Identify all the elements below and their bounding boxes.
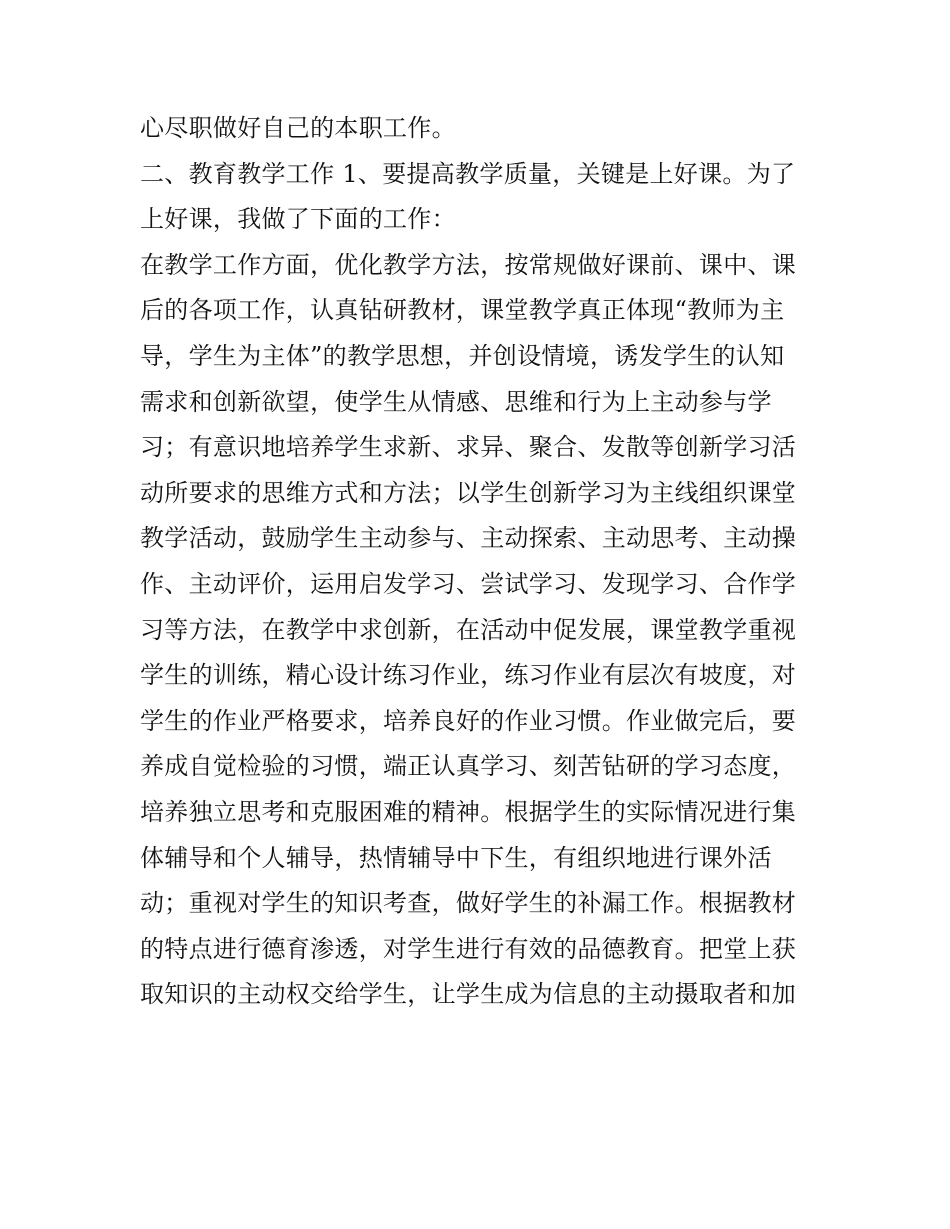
text-line: 取知识的主动权交给学生，让学生成为信息的主动摄取者和加 bbox=[140, 980, 797, 1009]
text-line: 培养独立思考和克服困难的精神。根据学生的实际情况进行集 bbox=[140, 797, 797, 826]
text-line: 养成自觉检验的习惯，端正认真学习、刻苦钻研的学习态度， bbox=[140, 752, 797, 781]
text-line: 在教学工作方面，优化教学方法，按常规做好课前、课中、课 bbox=[140, 250, 797, 279]
text-line: 二、教育教学工作 1、要提高教学质量，关键是上好课。为了 bbox=[140, 159, 796, 188]
body-text bbox=[140, 106, 820, 1018]
text-line: 的特点进行德育渗透，对学生进行有效的品德教育。把堂上获 bbox=[140, 934, 797, 963]
text-line: 上好课，我做了下面的工作： bbox=[140, 205, 456, 234]
text-line: 教学活动，鼓励学生主动参与、主动探索、主动思考、主动操 bbox=[140, 524, 797, 553]
text-line: 体辅导和个人辅导，热情辅导中下生，有组织地进行课外活 bbox=[140, 843, 772, 872]
text-line: 后的各项工作，认真钻研教材，课堂教学真正体现“教师为主 bbox=[140, 296, 785, 325]
text-line: 动所要求的思维方式和方法；以学生创新学习为主线组织课堂 bbox=[140, 478, 797, 507]
text-line: 学生的训练，精心设计练习作业，练习作业有层次有坡度，对 bbox=[140, 661, 797, 690]
text-line: 需求和创新欲望，使学生从情感、思维和行为上主动参与学 bbox=[140, 387, 772, 416]
text-line: 习等方法，在教学中求创新，在活动中促发展，课堂教学重视 bbox=[140, 615, 797, 644]
text-line: 学生的作业严格要求，培养良好的作业习惯。作业做完后，要 bbox=[140, 706, 797, 735]
text-line: 习；有意识地培养学生求新、求异、聚合、发散等创新学习活 bbox=[140, 433, 797, 462]
text-line: 心尽职做好自己的本职工作。 bbox=[140, 114, 456, 142]
text-line: 动；重视对学生的知识考查，做好学生的补漏工作。根据教材 bbox=[140, 889, 797, 918]
text-line: 导，学生为主体”的教学思想，并创设情境，诱发学生的认知 bbox=[140, 341, 785, 370]
text-line: 作、主动评价，运用启发学习、尝试学习、发现学习、合作学 bbox=[140, 569, 797, 598]
